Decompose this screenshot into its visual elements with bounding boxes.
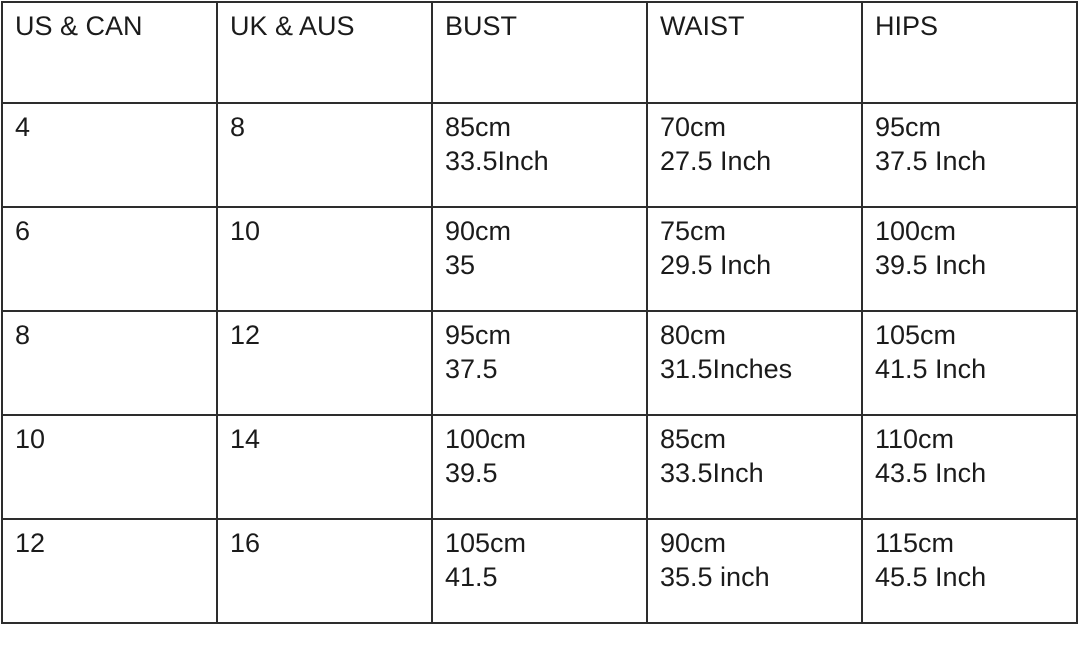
cell-uk-aus: 8 xyxy=(217,103,432,207)
bust-inch-value: 37.5 xyxy=(445,354,498,384)
column-header-waist: WAIST xyxy=(647,2,862,103)
cell-uk-aus: 10 xyxy=(217,207,432,311)
cell-hips xyxy=(862,103,1077,207)
cell-uk-aus: 16 xyxy=(217,519,432,623)
cell-waist xyxy=(647,519,862,623)
bust-cm-value: 95cm xyxy=(445,320,512,350)
hips-cm-value: 105cm xyxy=(875,320,957,350)
waist-inch-value: 35.5 inch xyxy=(660,562,770,592)
cell-hips xyxy=(862,207,1077,311)
bust-inch-value: 41.5 xyxy=(445,562,498,592)
cell-us-can: 6 xyxy=(2,207,217,311)
cell-bust xyxy=(432,415,647,519)
hips-inch-value: 39.5 Inch xyxy=(875,250,987,280)
cell-hips xyxy=(862,519,1077,623)
table-row xyxy=(2,207,1077,311)
waist-inch-value: 31.5Inches xyxy=(660,354,793,384)
cell-us-can: 4 xyxy=(2,103,217,207)
cell-uk-aus: 12 xyxy=(217,311,432,415)
hips-cm-value: 100cm xyxy=(875,216,957,246)
cell-bust xyxy=(432,103,647,207)
table-row xyxy=(2,103,1077,207)
bust-cm-value: 100cm xyxy=(445,424,527,454)
table-row xyxy=(2,519,1077,623)
cell-us-can: 12 xyxy=(2,519,217,623)
bust-inch-value: 39.5 xyxy=(445,458,498,488)
column-header-us-can: US & CAN xyxy=(2,2,217,103)
cell-hips xyxy=(862,311,1077,415)
bust-cm-value: 105cm xyxy=(445,528,527,558)
waist-cm-value: 80cm xyxy=(660,320,727,350)
cell-bust xyxy=(432,207,647,311)
cell-waist xyxy=(647,415,862,519)
cell-waist xyxy=(647,103,862,207)
cell-bust xyxy=(432,519,647,623)
hips-cm-value: 95cm xyxy=(875,112,942,142)
column-header-bust: BUST xyxy=(432,2,647,103)
column-header-hips: HIPS xyxy=(862,2,1077,103)
table-row xyxy=(2,311,1077,415)
hips-cm-value: 115cm xyxy=(875,528,955,558)
waist-cm-value: 70cm xyxy=(660,112,727,142)
bust-cm-value: 85cm xyxy=(445,112,512,142)
waist-cm-value: 90cm xyxy=(660,528,727,558)
cell-us-can: 10 xyxy=(2,415,217,519)
cell-hips xyxy=(862,415,1077,519)
cell-waist xyxy=(647,207,862,311)
waist-cm-value: 85cm xyxy=(660,424,727,454)
column-header-uk-aus: UK & AUS xyxy=(217,2,432,103)
waist-inch-value: 27.5 Inch xyxy=(660,146,772,176)
hips-inch-value: 43.5 Inch xyxy=(875,458,987,488)
hips-inch-value: 37.5 Inch xyxy=(875,146,987,176)
hips-inch-value: 41.5 Inch xyxy=(875,354,987,384)
cell-waist xyxy=(647,311,862,415)
bust-inch-value: 33.5Inch xyxy=(445,146,549,176)
waist-cm-value: 75cm xyxy=(660,216,727,246)
cell-us-can: 8 xyxy=(2,311,217,415)
hips-inch-value: 45.5 Inch xyxy=(875,562,987,592)
cell-uk-aus: 14 xyxy=(217,415,432,519)
waist-inch-value: 33.5Inch xyxy=(660,458,764,488)
bust-cm-value: 90cm xyxy=(445,216,512,246)
hips-cm-value: 110cm xyxy=(875,424,955,454)
table-row xyxy=(2,415,1077,519)
cell-bust xyxy=(432,311,647,415)
bust-inch-value: 35 xyxy=(445,250,476,280)
header-row xyxy=(2,2,1077,103)
size-chart-table xyxy=(1,1,1078,624)
waist-inch-value: 29.5 Inch xyxy=(660,250,772,280)
